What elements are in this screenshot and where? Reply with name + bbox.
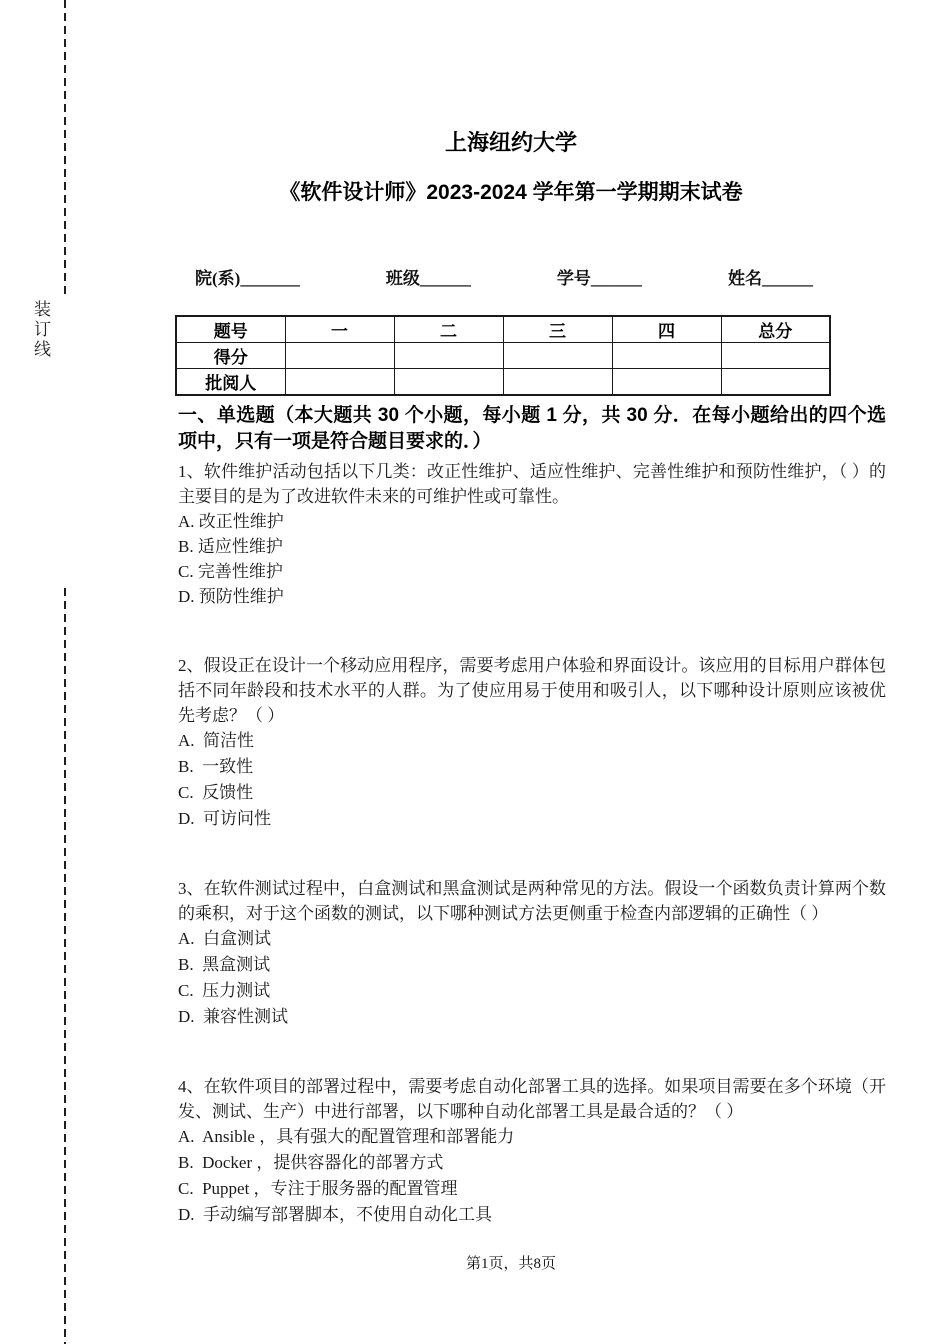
score-cell-empty: [612, 369, 721, 396]
question-1-option-a: A. 改正性维护: [178, 512, 284, 531]
field-student-id-label: 学号: [556, 269, 591, 288]
score-table-header-cell: 一: [285, 316, 394, 343]
field-name-label: 姓名: [727, 269, 762, 288]
school-title: 上海纽约大学: [444, 130, 577, 155]
question-3-option-a: A. 白盒测试: [178, 929, 272, 948]
score-cell-empty: [721, 343, 830, 369]
score-table-reviewer-row: [176, 369, 830, 396]
title-block: [178, 130, 844, 206]
question-2-text: 2、假设正在设计一个移动应用程序，需要考虑用户体验和界面设计。该应用的目标用户群体包括不同年龄段和技术水平的人群。为了使应用易于使用和吸引人，以下哪种设计原则应该被优先考虑？（ ）: [178, 656, 886, 725]
section-heading: 一、单选题（本大题共 30 个小题，每小题 1 分，共 30 分．在每小题给出的四个选项中，只有一项是符合题目要求的．）: [178, 405, 886, 452]
question-2-option-b: B. 一致性: [178, 757, 254, 776]
score-cell-empty: [721, 369, 830, 396]
field-name: [728, 264, 813, 289]
field-class: [386, 264, 471, 289]
score-table-header-cell: 总分: [721, 316, 830, 343]
question-2-option-d: D. 可访问性: [178, 809, 272, 828]
field-student-id-blank: ______: [590, 269, 642, 288]
question-3-option-c: C. 压力测试: [178, 981, 271, 1000]
field-class-blank: ______: [419, 269, 471, 288]
field-department: [195, 264, 300, 289]
score-cell-empty: [503, 343, 612, 369]
question-1-option-c: C. 完善性维护: [178, 562, 283, 581]
question-2-option-a: A. 简洁性: [178, 731, 255, 750]
main-content: [178, 0, 886, 1272]
binding-line-top: [64, 0, 66, 295]
question-3-text: 3、在软件测试过程中，白盒测试和黑盒测试是两种常见的方法。假设一个函数负责计算两个数的乘积，对于这个函数的测试，以下哪种测试方法更侧重于检查内部逻辑的正确性（ ）: [178, 879, 886, 923]
score-cell-empty: [285, 343, 394, 369]
student-info-row: [195, 264, 813, 289]
field-department-label: 院(系): [195, 269, 241, 288]
question-2-option-c: C. 反馈性: [178, 783, 254, 802]
question-4-option-d: D. 手动编写部署脚本，不使用自动化工具: [178, 1205, 493, 1224]
question-4-text: 4、在软件项目的部署过程中，需要考虑自动化部署工具的选择。如果项目需要在多个环境（开发、测试、生产）中进行部署，以下哪种自动化部署工具是最合适的？（ ）: [178, 1077, 886, 1121]
page-number: 第1页，共8页: [465, 1256, 556, 1272]
score-cell-empty: [503, 369, 612, 396]
question-4-option-a: A. Ansible ，具有强大的配置管理和部署能力: [178, 1127, 515, 1146]
question-2: [178, 653, 886, 832]
question-3-option-b: B. 黑盒测试: [178, 955, 271, 974]
question-4: [178, 1074, 886, 1228]
field-class-label: 班级: [385, 269, 420, 288]
score-cell-empty: [394, 343, 503, 369]
score-table-header-cell: 四: [612, 316, 721, 343]
exam-title: 《软件设计师》2023-2024 学年第一学期期末试卷: [279, 181, 743, 204]
binding-line-label: 装订线: [31, 300, 50, 360]
field-student-id: [557, 264, 642, 289]
binding-line-bottom: [64, 588, 66, 1344]
score-row-label: 得分: [176, 343, 285, 369]
score-table-header-cell: 三: [503, 316, 612, 343]
score-table-header-cell: 二: [394, 316, 503, 343]
question-3: [178, 876, 886, 1030]
score-cell-empty: [285, 369, 394, 396]
question-1-text: 1、软件维护活动包括以下几类：改正性维护、适应性维护、完善性维护和预防性维护，（ ）的主要目的是为了改进软件未来的可维护性或可靠性。: [178, 462, 886, 506]
field-name-blank: ______: [761, 269, 813, 288]
field-department-blank: _______: [240, 269, 300, 288]
score-cell-empty: [612, 343, 721, 369]
question-1-option-b: B. 适应性维护: [178, 537, 283, 556]
question-4-option-b: B. Docker ，提供容器化的部署方式: [178, 1153, 444, 1172]
score-cell-empty: [394, 369, 503, 396]
question-1: [178, 459, 886, 609]
score-table-header-cell: 题号: [176, 316, 285, 343]
question-4-option-c: C. Puppet ，专注于服务器的配置管理: [178, 1179, 458, 1198]
score-table: [175, 315, 831, 396]
reviewer-row-label: 批阅人: [176, 369, 285, 396]
question-1-option-d: D. 预防性维护: [178, 587, 284, 606]
score-table-header-row: [176, 316, 830, 343]
question-3-option-d: D. 兼容性测试: [178, 1007, 289, 1026]
score-table-score-row: [176, 343, 830, 369]
